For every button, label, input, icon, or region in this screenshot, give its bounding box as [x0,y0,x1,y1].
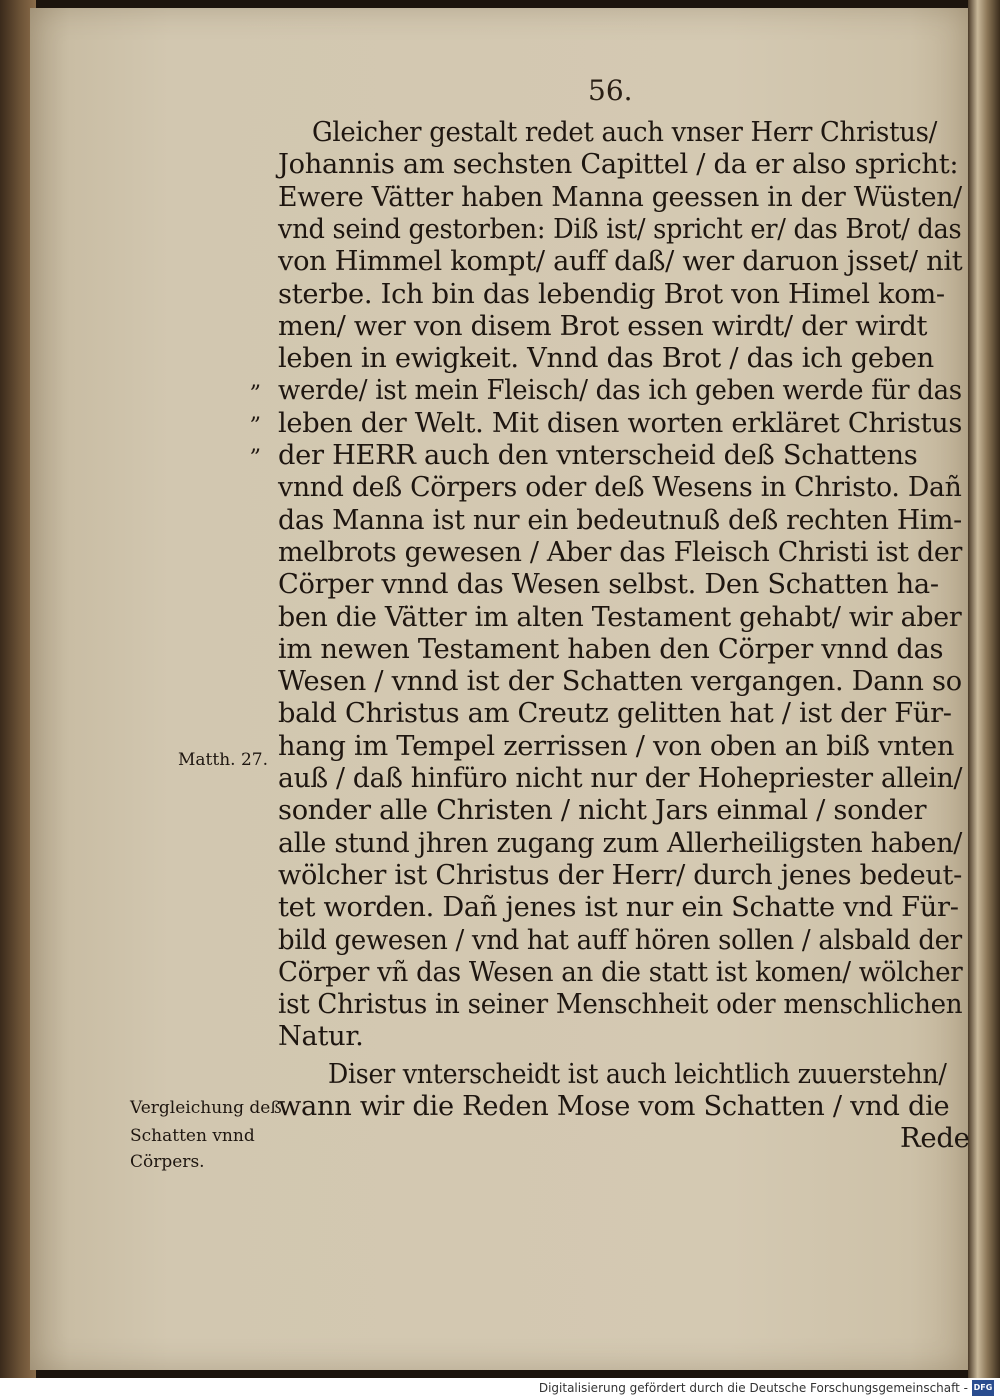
quote-mark: „ [250,432,262,457]
text-line: bild gewesen / vnd hat auff hören sollen / alsbald der [278,923,962,956]
text-line: vnd seind gestorben: Diß ist/ spricht er/ das Brot/ das [278,212,962,245]
text-line: ben die Vätter im alten Testament gehabt/ wir aber [278,600,962,633]
text-line: hang im Tempel zerrissen / von oben an biß vnten [278,729,955,762]
text-line: Natur. [278,1020,364,1053]
text-line: der HERR auch den vnterscheid deß Schattens [278,439,918,471]
text-line: von Himmel kompt/ auff daß/ wer daruon jsset/ nit [278,245,963,278]
margin-note-matth: Matth. 27. [178,750,268,770]
margin-note-vergleichung-line: Vergleichung deß [130,1098,282,1118]
text-line: alle stund jhren zugang zum Allerheiligsten haben/ [278,826,963,859]
text-line: melbrots gewesen / Aber das Fleisch Christi ist der [278,535,963,568]
text-line: sonder alle Christen / nicht Jars einmal / sonder [278,794,927,827]
text-line: Diser vnterscheidt ist auch leichtlich zuuerstehn/ [328,1057,947,1090]
margin-note-vergleichung-line: Schatten vnnd [130,1126,255,1146]
text-line: tet worden. Dañ jenes ist nur ein Schatte vnd Für- [278,891,959,924]
text-line: Cörper vnnd das Wesen selbst. Den Schatten ha- [278,568,939,601]
text-line: bald Christus am Creutz gelitten hat / ist der Für- [278,697,952,730]
text-line: im newen Testament haben den Cörper vnnd das [278,632,944,665]
text-line: wann wir die Reden Mose vom Schatten / vnd die [278,1090,950,1122]
text-line: Cörper vñ das Wesen an die statt ist komen/ wölcher [278,955,963,988]
dfg-logo: DFG [972,1380,994,1396]
text-line: Wesen / vnnd ist der Schatten vergangen. Dann so [278,665,962,698]
text-line: das Manna ist nur ein bedeutnuß deß rechten Him- [278,503,962,536]
text-line: Ewere Vätter haben Manna geessen in der Wüsten/ [278,180,962,213]
text-line: Johannis am sechsten Capittel / da er also spricht: [278,148,959,181]
quote-mark: „ [250,400,262,425]
text-line: leben in ewigkeit. Vnnd das Brot / das ich geben [278,342,934,375]
footer-credit: Digitalisierung gefördert durch die Deutsche Forschungsgemeinschaft - [538,1381,968,1395]
text-line: Rede [900,1122,970,1155]
page-number: 56. [588,74,633,107]
text-line: sterbe. Ich bin das lebendig Brot von Himel kom- [278,277,945,310]
text-line: ist Christus in seiner Menschheit oder menschlichen [278,988,963,1021]
text-line: Gleicher gestalt redet auch vnser Herr Christus/ [312,116,938,148]
text-line: auß / daß hinfüro nicht nur der Hohepriester allein/ [278,762,963,794]
text-line: vnnd deß Cörpers oder deß Wesens in Christo. Dañ [278,471,962,504]
text-line: werde/ ist mein Fleisch/ das ich geben werde für das [278,374,962,407]
text-line: leben der Welt. Mit disen worten erkläret Christus [278,406,963,439]
text-line: wölcher ist Christus der Herr/ durch jenes bedeut- [278,858,963,891]
margin-note-vergleichung-line: Cörpers. [130,1152,205,1172]
footer-bar [0,1378,1000,1400]
quote-mark: „ [250,368,262,393]
book-edge-right [968,0,1000,1378]
text-line: men/ wer von disem Brot essen wirdt/ der wirdt [278,309,928,342]
